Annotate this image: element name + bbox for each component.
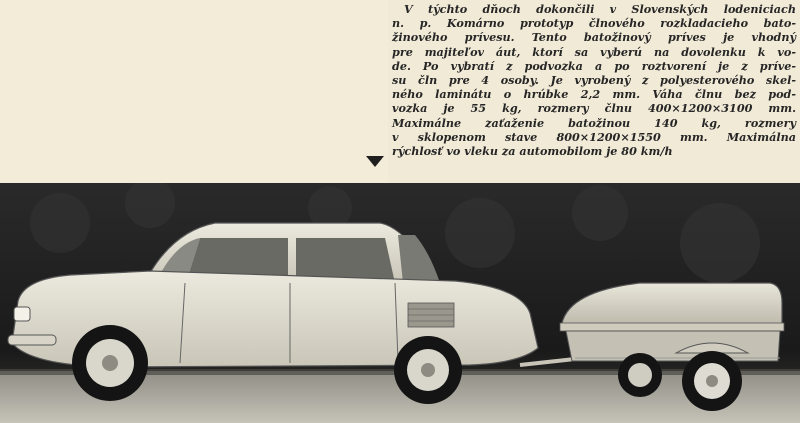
caption-line: de. Po vybratí z podvozka a po roztvorení je z príve- <box>392 58 796 73</box>
car-front-wheel <box>72 325 148 401</box>
boat-base <box>566 331 780 361</box>
boat-rim <box>560 323 784 331</box>
blank-area <box>0 0 388 183</box>
article-caption <box>392 2 796 158</box>
caption-line: ného laminátu o hrúbke 2,2 mm. Váha člnu bez pod- <box>392 87 796 102</box>
caption-pointer-icon <box>366 156 384 167</box>
caption-line: vozka je 55 kg, rozmery člnu 400×1200×3100 mm. <box>392 101 796 116</box>
car-with-boat-trailer-photo <box>0 183 800 423</box>
car-rear-wheel <box>394 336 462 404</box>
car-front-bumper <box>8 335 56 345</box>
car-headlight <box>14 307 30 321</box>
caption-line: n. p. Komárno prototyp člnového rozkladacieho bato- <box>392 16 796 31</box>
caption-line: su čln pre 4 osoby. Je vyrobený z polyesterového skel- <box>392 73 796 88</box>
caption-line: žinového prívesu. Tento batožinový príves je vhodný <box>392 30 796 45</box>
caption-line: rýchlosť vo vleku za automobilom je 80 km/h <box>392 144 673 159</box>
caption-line: V týchto dňoch dokončili v Slovenských lodeniciach <box>404 2 796 16</box>
trailer-wheel <box>682 351 742 411</box>
trailer-rear-wheel <box>618 353 662 397</box>
caption-line: v sklopenom stave 800×1200×1550 mm. Maximálna <box>392 129 796 144</box>
caption-line: pre majiteľov áut, ktorí sa vyberú na dovolenku k vo- <box>392 44 796 59</box>
caption-line: Maximálne zaťaženie batožinou 140 kg, rozmery <box>392 115 796 130</box>
